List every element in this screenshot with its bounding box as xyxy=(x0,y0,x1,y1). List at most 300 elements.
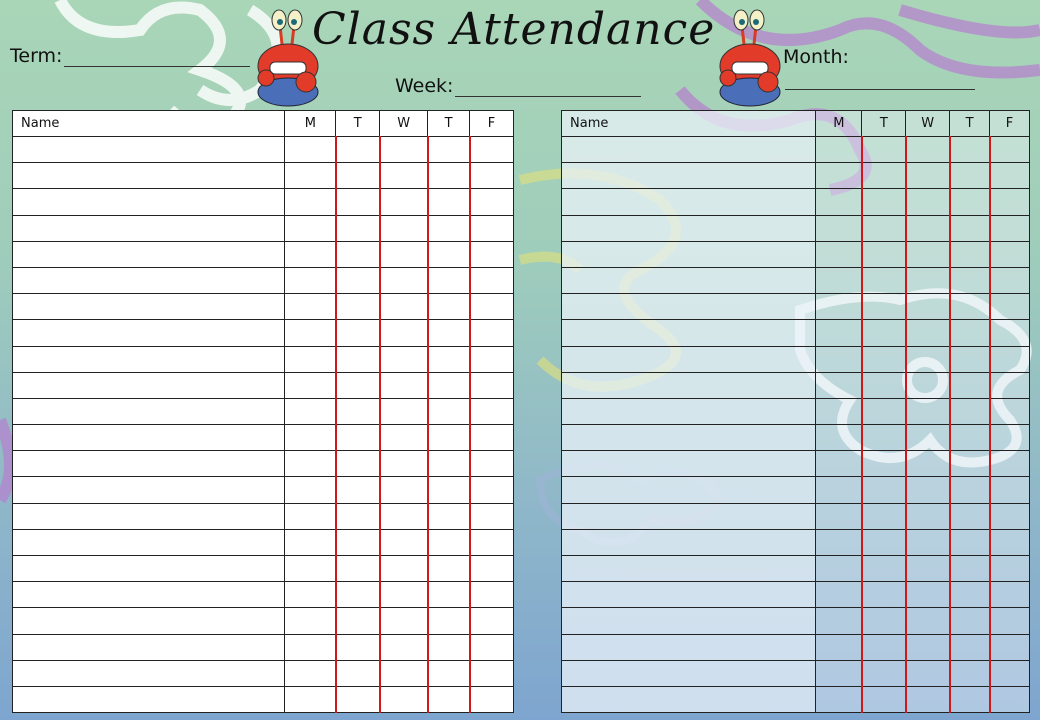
attendance-cell-wednesday[interactable] xyxy=(906,425,950,451)
attendance-cell-thursday[interactable] xyxy=(428,346,470,372)
attendance-cell-tuesday[interactable] xyxy=(862,215,906,241)
attendance-cell-monday[interactable] xyxy=(285,451,336,477)
attendance-cell-tuesday[interactable] xyxy=(336,137,380,163)
attendance-cell-thursday[interactable] xyxy=(428,582,470,608)
attendance-cell-thursday[interactable] xyxy=(950,267,990,293)
table-header-row xyxy=(562,111,1030,137)
attendance-cell-friday[interactable] xyxy=(990,477,1030,503)
table-row xyxy=(562,451,1030,477)
attendance-cell-monday[interactable] xyxy=(816,346,862,372)
table-row xyxy=(562,425,1030,451)
attendance-cell-monday[interactable] xyxy=(816,320,862,346)
name-cell[interactable] xyxy=(562,608,816,634)
attendance-cell-friday[interactable] xyxy=(990,320,1030,346)
attendance-cell-monday[interactable] xyxy=(285,137,336,163)
attendance-cell-friday[interactable] xyxy=(990,686,1030,712)
name-cell[interactable] xyxy=(13,451,285,477)
attendance-cell-monday[interactable] xyxy=(816,477,862,503)
month-blank[interactable] xyxy=(785,71,975,90)
attendance-cell-monday[interactable] xyxy=(816,451,862,477)
attendance-cell-tuesday[interactable] xyxy=(862,294,906,320)
attendance-cell-wednesday[interactable] xyxy=(380,294,428,320)
attendance-cell-wednesday[interactable] xyxy=(906,372,950,398)
attendance-cell-thursday[interactable] xyxy=(428,398,470,424)
attendance-cell-wednesday[interactable] xyxy=(906,294,950,320)
attendance-cell-thursday[interactable] xyxy=(428,372,470,398)
attendance-cell-friday[interactable] xyxy=(990,294,1030,320)
attendance-cell-monday[interactable] xyxy=(816,163,862,189)
attendance-cell-thursday[interactable] xyxy=(428,556,470,582)
attendance-cell-tuesday[interactable] xyxy=(336,320,380,346)
attendance-cell-wednesday[interactable] xyxy=(906,503,950,529)
attendance-cell-wednesday[interactable] xyxy=(380,267,428,293)
table-row xyxy=(13,215,514,241)
attendance-cell-wednesday[interactable] xyxy=(906,634,950,660)
column-header-wednesday: W xyxy=(906,111,950,137)
attendance-cell-friday[interactable] xyxy=(470,425,514,451)
attendance-cell-wednesday[interactable] xyxy=(380,320,428,346)
attendance-cell-wednesday[interactable] xyxy=(906,398,950,424)
table-row xyxy=(13,163,514,189)
table-row xyxy=(562,529,1030,555)
attendance-cell-friday[interactable] xyxy=(990,398,1030,424)
attendance-cell-tuesday[interactable] xyxy=(862,346,906,372)
attendance-cell-friday[interactable] xyxy=(470,346,514,372)
name-cell[interactable] xyxy=(13,346,285,372)
attendance-cell-tuesday[interactable] xyxy=(336,425,380,451)
attendance-cell-thursday[interactable] xyxy=(950,608,990,634)
table-row xyxy=(562,372,1030,398)
attendance-cell-friday[interactable] xyxy=(990,608,1030,634)
attendance-cell-thursday[interactable] xyxy=(428,503,470,529)
name-cell[interactable] xyxy=(562,267,816,293)
attendance-cell-friday[interactable] xyxy=(990,582,1030,608)
attendance-cell-thursday[interactable] xyxy=(950,163,990,189)
name-cell[interactable] xyxy=(562,294,816,320)
attendance-cell-wednesday[interactable] xyxy=(906,660,950,686)
attendance-cell-monday[interactable] xyxy=(816,556,862,582)
attendance-cell-wednesday[interactable] xyxy=(380,660,428,686)
attendance-cell-wednesday[interactable] xyxy=(380,477,428,503)
attendance-cell-thursday[interactable] xyxy=(950,451,990,477)
name-cell[interactable] xyxy=(562,425,816,451)
attendance-cell-thursday[interactable] xyxy=(428,529,470,555)
name-cell[interactable] xyxy=(13,582,285,608)
attendance-cell-monday[interactable] xyxy=(285,503,336,529)
attendance-cell-wednesday[interactable] xyxy=(906,267,950,293)
name-cell[interactable] xyxy=(562,503,816,529)
attendance-cell-tuesday[interactable] xyxy=(336,608,380,634)
attendance-cell-thursday[interactable] xyxy=(428,660,470,686)
attendance-cell-friday[interactable] xyxy=(990,660,1030,686)
attendance-cell-monday[interactable] xyxy=(285,320,336,346)
attendance-cell-monday[interactable] xyxy=(816,608,862,634)
attendance-cell-tuesday[interactable] xyxy=(862,477,906,503)
attendance-cell-wednesday[interactable] xyxy=(380,686,428,712)
attendance-cell-thursday[interactable] xyxy=(428,686,470,712)
attendance-cell-thursday[interactable] xyxy=(950,582,990,608)
attendance-cell-tuesday[interactable] xyxy=(862,267,906,293)
week-blank[interactable] xyxy=(455,78,641,97)
attendance-cell-wednesday[interactable] xyxy=(906,215,950,241)
attendance-cell-friday[interactable] xyxy=(470,372,514,398)
column-header-name: Name xyxy=(13,111,285,137)
table-row xyxy=(562,398,1030,424)
attendance-cell-friday[interactable] xyxy=(990,346,1030,372)
attendance-cell-monday[interactable] xyxy=(816,294,862,320)
attendance-cell-monday[interactable] xyxy=(285,608,336,634)
attendance-cell-friday[interactable] xyxy=(470,320,514,346)
name-cell[interactable] xyxy=(562,137,816,163)
name-cell[interactable] xyxy=(562,241,816,267)
attendance-cell-tuesday[interactable] xyxy=(336,294,380,320)
term-label: Term: xyxy=(10,45,63,67)
name-cell[interactable] xyxy=(13,189,285,215)
table-row xyxy=(13,451,514,477)
name-cell[interactable] xyxy=(13,660,285,686)
attendance-cell-friday[interactable] xyxy=(470,451,514,477)
attendance-cell-tuesday[interactable] xyxy=(862,137,906,163)
table-row xyxy=(562,267,1030,293)
attendance-cell-friday[interactable] xyxy=(470,189,514,215)
attendance-cell-tuesday[interactable] xyxy=(336,372,380,398)
attendance-cell-tuesday[interactable] xyxy=(336,163,380,189)
attendance-cell-monday[interactable] xyxy=(285,294,336,320)
attendance-cell-friday[interactable] xyxy=(990,529,1030,555)
attendance-cell-thursday[interactable] xyxy=(428,425,470,451)
name-cell[interactable] xyxy=(13,163,285,189)
attendance-cell-tuesday[interactable] xyxy=(862,189,906,215)
attendance-cell-friday[interactable] xyxy=(470,634,514,660)
attendance-cell-tuesday[interactable] xyxy=(336,189,380,215)
attendance-cell-monday[interactable] xyxy=(285,215,336,241)
name-cell[interactable] xyxy=(562,372,816,398)
attendance-cell-thursday[interactable] xyxy=(428,267,470,293)
attendance-cell-tuesday[interactable] xyxy=(336,529,380,555)
table-row xyxy=(13,686,514,712)
name-cell[interactable] xyxy=(13,267,285,293)
table-row xyxy=(562,582,1030,608)
attendance-cell-tuesday[interactable] xyxy=(336,582,380,608)
attendance-cell-friday[interactable] xyxy=(470,294,514,320)
attendance-cell-wednesday[interactable] xyxy=(380,451,428,477)
name-cell[interactable] xyxy=(13,398,285,424)
attendance-cell-monday[interactable] xyxy=(816,660,862,686)
attendance-cell-wednesday[interactable] xyxy=(380,425,428,451)
attendance-cell-tuesday[interactable] xyxy=(862,398,906,424)
attendance-cell-monday[interactable] xyxy=(285,189,336,215)
attendance-cell-tuesday[interactable] xyxy=(862,634,906,660)
attendance-cell-tuesday[interactable] xyxy=(862,372,906,398)
attendance-cell-monday[interactable] xyxy=(816,686,862,712)
attendance-cell-wednesday[interactable] xyxy=(380,215,428,241)
attendance-cell-wednesday[interactable] xyxy=(906,582,950,608)
attendance-cell-wednesday[interactable] xyxy=(906,346,950,372)
name-cell[interactable] xyxy=(562,634,816,660)
attendance-cell-monday[interactable] xyxy=(285,241,336,267)
attendance-cell-monday[interactable] xyxy=(285,346,336,372)
attendance-cell-tuesday[interactable] xyxy=(336,398,380,424)
name-cell[interactable] xyxy=(562,163,816,189)
attendance-cell-wednesday[interactable] xyxy=(906,241,950,267)
attendance-cell-friday[interactable] xyxy=(470,215,514,241)
attendance-cell-thursday[interactable] xyxy=(950,346,990,372)
attendance-cell-tuesday[interactable] xyxy=(862,451,906,477)
attendance-cell-monday[interactable] xyxy=(816,582,862,608)
table-row xyxy=(562,556,1030,582)
attendance-cell-wednesday[interactable] xyxy=(380,346,428,372)
attendance-cell-thursday[interactable] xyxy=(950,320,990,346)
attendance-cell-monday[interactable] xyxy=(285,556,336,582)
attendance-cell-tuesday[interactable] xyxy=(862,241,906,267)
name-cell[interactable] xyxy=(562,398,816,424)
attendance-cell-friday[interactable] xyxy=(470,163,514,189)
attendance-cell-tuesday[interactable] xyxy=(862,425,906,451)
attendance-cell-wednesday[interactable] xyxy=(380,137,428,163)
name-cell[interactable] xyxy=(13,294,285,320)
table-row xyxy=(562,503,1030,529)
attendance-cell-tuesday[interactable] xyxy=(336,634,380,660)
attendance-cell-wednesday[interactable] xyxy=(906,556,950,582)
attendance-cell-tuesday[interactable] xyxy=(336,556,380,582)
attendance-cell-thursday[interactable] xyxy=(428,137,470,163)
name-cell[interactable] xyxy=(13,425,285,451)
attendance-cell-thursday[interactable] xyxy=(428,163,470,189)
attendance-cell-thursday[interactable] xyxy=(428,215,470,241)
attendance-cell-thursday[interactable] xyxy=(950,215,990,241)
attendance-cell-wednesday[interactable] xyxy=(380,529,428,555)
attendance-cell-thursday[interactable] xyxy=(428,189,470,215)
attendance-cell-monday[interactable] xyxy=(816,215,862,241)
attendance-cell-monday[interactable] xyxy=(285,398,336,424)
attendance-cell-friday[interactable] xyxy=(990,189,1030,215)
attendance-cell-monday[interactable] xyxy=(285,163,336,189)
table-row xyxy=(562,215,1030,241)
attendance-cell-thursday[interactable] xyxy=(428,477,470,503)
attendance-cell-thursday[interactable] xyxy=(950,634,990,660)
attendance-cell-thursday[interactable] xyxy=(950,398,990,424)
attendance-cell-friday[interactable] xyxy=(990,451,1030,477)
name-cell[interactable] xyxy=(13,503,285,529)
attendance-cell-tuesday[interactable] xyxy=(862,582,906,608)
attendance-cell-friday[interactable] xyxy=(470,686,514,712)
name-cell[interactable] xyxy=(13,477,285,503)
attendance-cell-tuesday[interactable] xyxy=(336,267,380,293)
attendance-cell-friday[interactable] xyxy=(990,425,1030,451)
column-header-tuesday: T xyxy=(336,111,380,137)
attendance-cell-monday[interactable] xyxy=(816,372,862,398)
attendance-cell-wednesday[interactable] xyxy=(906,163,950,189)
attendance-cell-monday[interactable] xyxy=(285,634,336,660)
attendance-cell-monday[interactable] xyxy=(816,241,862,267)
attendance-cell-thursday[interactable] xyxy=(950,425,990,451)
attendance-cell-friday[interactable] xyxy=(990,241,1030,267)
attendance-cell-friday[interactable] xyxy=(990,163,1030,189)
attendance-cell-monday[interactable] xyxy=(816,398,862,424)
attendance-cell-tuesday[interactable] xyxy=(862,503,906,529)
attendance-cell-wednesday[interactable] xyxy=(380,503,428,529)
attendance-cell-thursday[interactable] xyxy=(428,294,470,320)
name-cell[interactable] xyxy=(562,189,816,215)
attendance-cell-thursday[interactable] xyxy=(950,503,990,529)
name-cell[interactable] xyxy=(562,215,816,241)
name-cell[interactable] xyxy=(562,556,816,582)
attendance-cell-monday[interactable] xyxy=(285,477,336,503)
table-row xyxy=(13,398,514,424)
attendance-cell-monday[interactable] xyxy=(285,686,336,712)
attendance-cell-thursday[interactable] xyxy=(950,660,990,686)
attendance-cell-tuesday[interactable] xyxy=(336,503,380,529)
attendance-cell-friday[interactable] xyxy=(470,529,514,555)
attendance-cell-tuesday[interactable] xyxy=(862,529,906,555)
table-row xyxy=(13,294,514,320)
attendance-cell-thursday[interactable] xyxy=(950,686,990,712)
attendance-cell-tuesday[interactable] xyxy=(862,556,906,582)
attendance-cell-monday[interactable] xyxy=(285,372,336,398)
name-cell[interactable] xyxy=(562,660,816,686)
table-row xyxy=(562,137,1030,163)
attendance-cell-friday[interactable] xyxy=(470,556,514,582)
attendance-cell-wednesday[interactable] xyxy=(906,686,950,712)
attendance-cell-friday[interactable] xyxy=(470,267,514,293)
attendance-cell-tuesday[interactable] xyxy=(336,241,380,267)
attendance-cell-monday[interactable] xyxy=(816,529,862,555)
name-cell[interactable] xyxy=(562,477,816,503)
attendance-cell-wednesday[interactable] xyxy=(380,634,428,660)
attendance-cell-thursday[interactable] xyxy=(428,320,470,346)
table-row xyxy=(562,634,1030,660)
attendance-cell-wednesday[interactable] xyxy=(906,477,950,503)
attendance-cell-wednesday[interactable] xyxy=(906,608,950,634)
attendance-cell-thursday[interactable] xyxy=(950,477,990,503)
name-cell[interactable] xyxy=(13,320,285,346)
table-row xyxy=(13,660,514,686)
attendance-cell-tuesday[interactable] xyxy=(862,660,906,686)
attendance-cell-monday[interactable] xyxy=(816,634,862,660)
attendance-cell-thursday[interactable] xyxy=(428,608,470,634)
attendance-cell-tuesday[interactable] xyxy=(862,163,906,189)
attendance-cell-thursday[interactable] xyxy=(950,137,990,163)
term-field xyxy=(10,45,250,67)
name-cell[interactable] xyxy=(13,608,285,634)
attendance-cell-tuesday[interactable] xyxy=(862,686,906,712)
table-row xyxy=(13,372,514,398)
attendance-cell-thursday[interactable] xyxy=(428,451,470,477)
name-cell[interactable] xyxy=(562,451,816,477)
attendance-cell-friday[interactable] xyxy=(990,634,1030,660)
table-row xyxy=(13,320,514,346)
attendance-cell-monday[interactable] xyxy=(285,267,336,293)
attendance-cell-wednesday[interactable] xyxy=(906,529,950,555)
attendance-cell-monday[interactable] xyxy=(285,582,336,608)
name-cell[interactable] xyxy=(13,372,285,398)
attendance-cell-tuesday[interactable] xyxy=(862,608,906,634)
attendance-cell-monday[interactable] xyxy=(816,425,862,451)
name-cell[interactable] xyxy=(562,320,816,346)
attendance-cell-thursday[interactable] xyxy=(950,556,990,582)
attendance-cell-friday[interactable] xyxy=(990,267,1030,293)
attendance-cell-friday[interactable] xyxy=(470,608,514,634)
attendance-cell-friday[interactable] xyxy=(990,372,1030,398)
attendance-cell-wednesday[interactable] xyxy=(906,320,950,346)
attendance-cell-monday[interactable] xyxy=(816,267,862,293)
crab-mascot-icon xyxy=(716,4,782,110)
attendance-cell-monday[interactable] xyxy=(816,137,862,163)
attendance-cell-thursday[interactable] xyxy=(950,294,990,320)
week-label: Week: xyxy=(395,75,454,97)
attendance-cell-tuesday[interactable] xyxy=(336,346,380,372)
attendance-cell-friday[interactable] xyxy=(990,503,1030,529)
attendance-cell-thursday[interactable] xyxy=(950,529,990,555)
attendance-cell-tuesday[interactable] xyxy=(336,660,380,686)
attendance-cell-monday[interactable] xyxy=(816,189,862,215)
attendance-cell-wednesday[interactable] xyxy=(380,189,428,215)
attendance-cell-wednesday[interactable] xyxy=(380,372,428,398)
attendance-cell-wednesday[interactable] xyxy=(906,189,950,215)
attendance-cell-friday[interactable] xyxy=(990,215,1030,241)
name-cell[interactable] xyxy=(13,241,285,267)
name-cell[interactable] xyxy=(13,686,285,712)
attendance-cell-friday[interactable] xyxy=(470,241,514,267)
attendance-cell-friday[interactable] xyxy=(470,582,514,608)
attendance-cell-wednesday[interactable] xyxy=(380,163,428,189)
attendance-cell-friday[interactable] xyxy=(470,398,514,424)
attendance-cell-monday[interactable] xyxy=(285,660,336,686)
attendance-cell-tuesday[interactable] xyxy=(336,686,380,712)
name-cell[interactable] xyxy=(13,215,285,241)
attendance-cell-friday[interactable] xyxy=(990,137,1030,163)
attendance-cell-wednesday[interactable] xyxy=(380,556,428,582)
name-cell[interactable] xyxy=(562,529,816,555)
name-cell[interactable] xyxy=(13,529,285,555)
name-cell[interactable] xyxy=(13,137,285,163)
table-row xyxy=(562,241,1030,267)
attendance-cell-thursday[interactable] xyxy=(428,634,470,660)
attendance-cell-friday[interactable] xyxy=(990,556,1030,582)
attendance-cell-wednesday[interactable] xyxy=(380,398,428,424)
name-cell[interactable] xyxy=(13,634,285,660)
attendance-cell-friday[interactable] xyxy=(470,660,514,686)
name-cell[interactable] xyxy=(562,582,816,608)
attendance-cell-wednesday[interactable] xyxy=(380,241,428,267)
attendance-cell-thursday[interactable] xyxy=(950,241,990,267)
attendance-cell-tuesday[interactable] xyxy=(336,451,380,477)
term-blank[interactable] xyxy=(64,48,250,67)
attendance-cell-wednesday[interactable] xyxy=(380,582,428,608)
table-row xyxy=(562,477,1030,503)
attendance-cell-monday[interactable] xyxy=(285,425,336,451)
attendance-cell-tuesday[interactable] xyxy=(862,320,906,346)
attendance-cell-wednesday[interactable] xyxy=(906,137,950,163)
attendance-cell-tuesday[interactable] xyxy=(336,477,380,503)
name-cell[interactable] xyxy=(13,556,285,582)
attendance-cell-wednesday[interactable] xyxy=(380,608,428,634)
attendance-cell-friday[interactable] xyxy=(470,477,514,503)
attendance-cell-friday[interactable] xyxy=(470,137,514,163)
attendance-cell-monday[interactable] xyxy=(816,503,862,529)
name-cell[interactable] xyxy=(562,686,816,712)
attendance-cell-wednesday[interactable] xyxy=(906,451,950,477)
attendance-cell-friday[interactable] xyxy=(470,503,514,529)
column-header-wednesday: W xyxy=(380,111,428,137)
attendance-cell-tuesday[interactable] xyxy=(336,215,380,241)
table-header-row xyxy=(13,111,514,137)
attendance-cell-thursday[interactable] xyxy=(428,241,470,267)
attendance-cell-thursday[interactable] xyxy=(950,372,990,398)
attendance-cell-thursday[interactable] xyxy=(950,189,990,215)
name-cell[interactable] xyxy=(562,346,816,372)
attendance-cell-monday[interactable] xyxy=(285,529,336,555)
